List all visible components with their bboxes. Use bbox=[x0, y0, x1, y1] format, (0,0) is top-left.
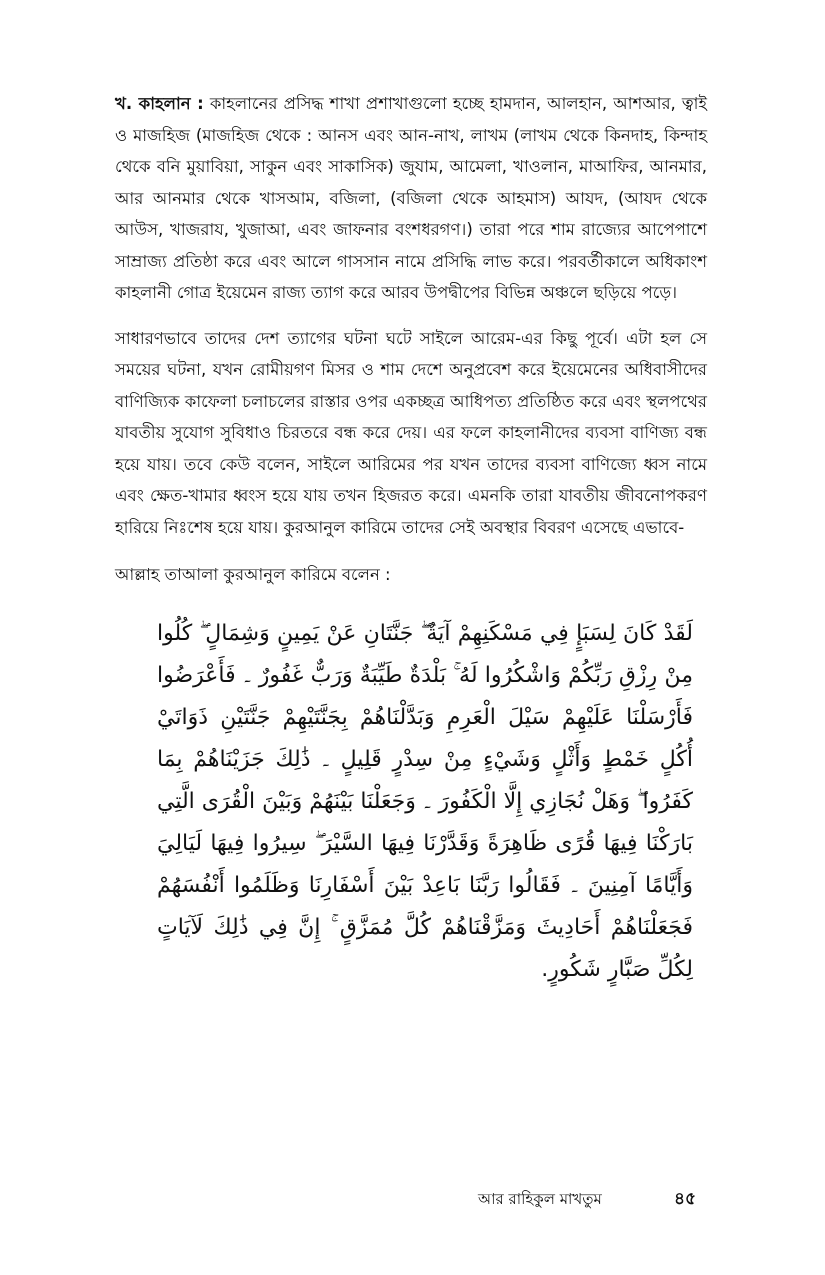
paragraph-kahlan bbox=[115, 88, 707, 309]
paragraph-kahlan-body: কাহলানের প্রসিদ্ধ শাখা প্রশাখাগুলো হচ্ছে হামদান, আলহান, আশআর, ত্বাই ও মাজহিজ (মাজহিজ থেকে : আনস এবং আন-নাখ, লাখম (লাখম থেকে কিনদাহ, কিন্দাহ থেকে বনি মুয়াবিয়া, সাকুন এবং সাকাসিক) জুযাম, আমেলা, খাওলান, মাআফির, আনমার, আর আনমার থেকে খাসআম, বজিলা, (বজিলা থেকে আহমাস) আযদ, (আযদ থেকে আউস, খাজরায, খুজাআ, এবং জাফনার বংশধরগণ।) তারা পরে শাম রাজ্যের আপেপাশে সাম্রাজ্য প্রতিষ্ঠা করে এবং আলে গাসসান নামে প্রসিদ্ধি লাভ করে। পরবর্তীকালে অধিকাংশ কাহলানী গোত্র ইয়েমেন রাজ্য ত্যাগ করে আরব উপদ্বীপের বিভিন্ন অঞ্চলে ছড়িয়ে পড়ে। bbox=[115, 94, 707, 302]
running-title: আর রাহিকুল মাখতুম bbox=[478, 1190, 602, 1208]
paragraph-migration: সাধারণভাবে তাদের দেশ ত্যাগের ঘটনা ঘটে সাইলে আরেম-এর কিছু পূর্বে। এটা হল সে সময়ের ঘটনা, যখন রোমীয়গণ মিসর ও শাম দেশে অনুপ্রবেশ করে ইয়েমেনের অধিবাসীদের বাণিজ্যিক কাফেলা চলাচলের রাস্তার ওপর একচ্ছত্র আধিপত্য প্রতিষ্ঠিত করে এবং স্থলপথের যাবতীয় সুযোগ সুবিধাও চিরতরে বন্ধ করে দেয়। এর ফলে কাহলানীদের ব্যবসা বাণিজ্য বন্ধ হয়ে যায়। তবে কেউ বলেন, সাইলে আরিমের পর যখন তাদের ব্যবসা বাণিজ্যে ধ্বস নামে এবং ক্ষেত-খামার ধ্বংস হয়ে যায় তখন হিজরত করে। এমনকি তারা যাবতীয় জীবনোপকরণ হারিয়ে নিঃশেষ হয়ে যায়। কুরআনুল কারিমে তাদের সেই অবস্থার বিবরণ এসেছে এভাবে- bbox=[115, 328, 707, 537]
page-content bbox=[115, 88, 707, 991]
page-footer bbox=[466, 1185, 706, 1213]
section-heading: খ. কাহলান : bbox=[115, 94, 204, 113]
quran-intro-line: আল্লাহ তাআলা কুরআনুল কারিমে বলেন : bbox=[115, 565, 391, 584]
quran-verse-block: لَقَدْ كَانَ لِسَبَإٍ فِي مَسْكَنِهِمْ آيَةٌ ۖ جَنَّتَانِ عَنْ يَمِينٍ وَشِمَالٍ ۖ كُلُوا مِنْ رِزْقِ رَبِّكُمْ وَاشْكُرُوا لَهُ ۚ بَلْدَةٌ طَيِّبَةٌ وَرَبٌّ غَفُورٌ ۔ فَأَعْرَضُوا فَأَرْسَلْنَا عَلَيْهِمْ سَيْلَ الْعَرِمِ وَبَدَّلْنَاهُمْ بِجَنَّتَيْهِمْ جَنَّتَيْنِ ذَوَاتَيْ أُكُلٍ خَمْطٍ وَأَثْلٍ وَشَيْءٍ مِنْ سِدْرٍ قَلِيلٍ ۔ ذَٰلِكَ جَزَيْنَاهُمْ بِمَا كَفَرُوا ۖ وَهَلْ نُجَازِي إِلَّا الْكَفُورَ ۔ وَجَعَلْنَا بَيْنَهُمْ وَبَيْنَ الْقُرَى الَّتِي بَارَكْنَا فِيهَا قُرًى ظَاهِرَةً وَقَدَّرْنَا فِيهَا السَّيْرَ ۖ سِيرُوا فِيهَا لَيَالِيَ وَأَيَّامًا آمِنِينَ ۔ فَقَالُوا رَبَّنَا بَاعِدْ بَيْنَ أَسْفَارِنَا وَظَلَمُوا أَنْفُسَهُمْ فَجَعَلْنَاهُمْ أَحَادِيثَ وَمَزَّقْنَاهُمْ كُلَّ مُمَزَّقٍ ۚ إِنَّ فِي ذَٰلِكَ لَآيَاتٍ لِكُلِّ صَبَّارٍ شَكُورٍ. bbox=[157, 620, 693, 982]
page-number: ৪৫ bbox=[673, 1189, 696, 1209]
